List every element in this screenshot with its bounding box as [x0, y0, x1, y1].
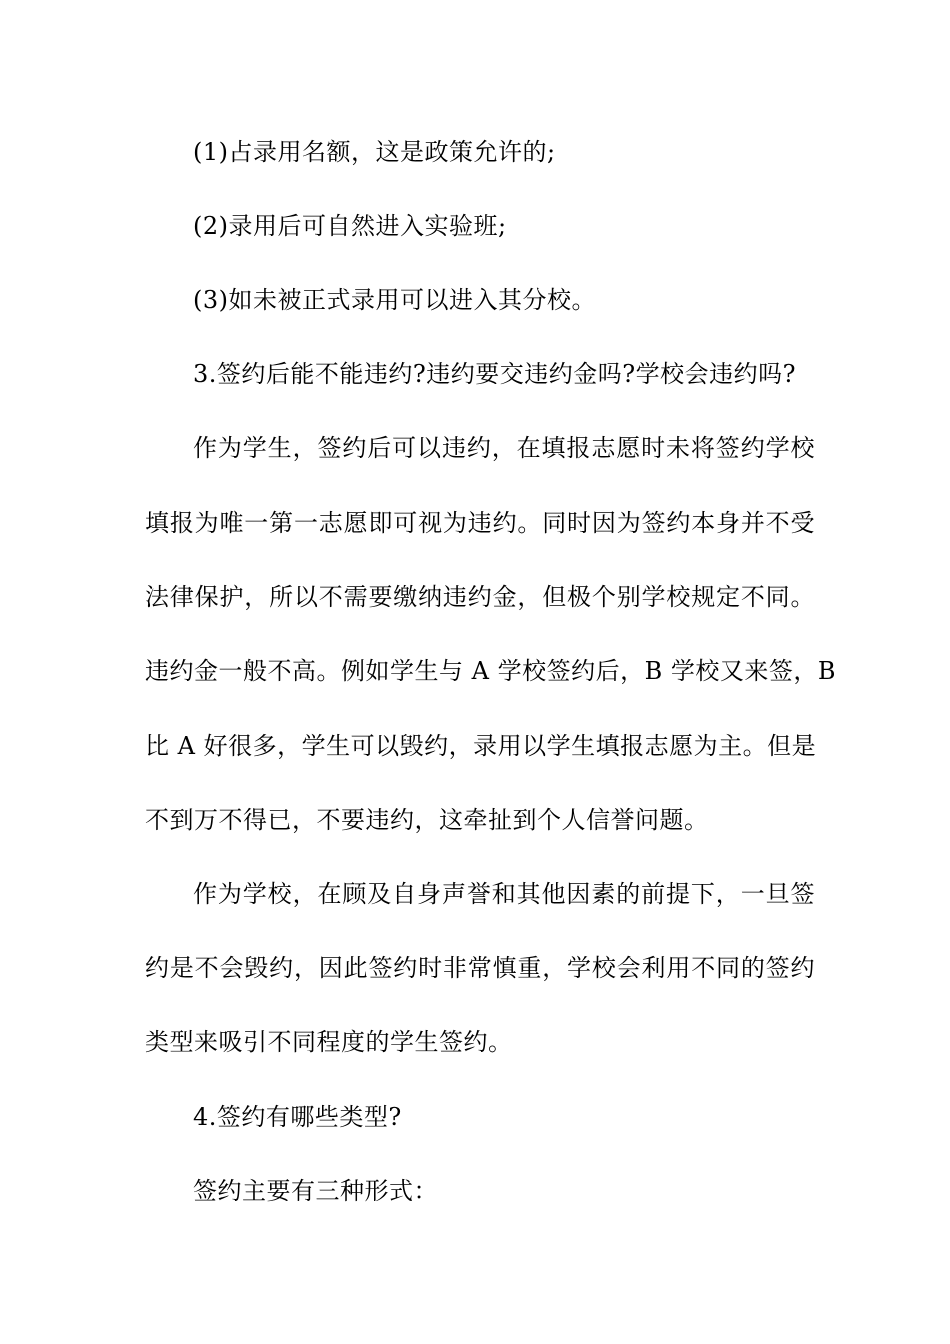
paragraph-student-line-5: 比 A 好很多，学生可以毁约，录用以学生填报志愿为主。但是	[145, 732, 817, 760]
question-3-heading: 3.签约后能不能违约?违约要交违约金吗?学校会违约吗?	[193, 360, 796, 388]
paragraph-school-line-3: 类型来吸引不同程度的学生签约。	[145, 1028, 513, 1056]
paragraph-types-intro: 签约主要有三种形式：	[193, 1177, 438, 1205]
paragraph-student-line-6: 不到万不得已，不要违约，这牵扯到个人信誉问题。	[145, 806, 709, 834]
paragraph-student-line-4: 违约金一般不高。例如学生与 A 学校签约后，B 学校又来签，B	[145, 657, 836, 685]
list-item-3: (3)如未被正式录用可以进入其分校。	[193, 286, 596, 314]
question-4-heading: 4.签约有哪些类型?	[193, 1103, 402, 1131]
paragraph-school-line-2: 约是不会毁约，因此签约时非常慎重，学校会利用不同的签约	[145, 954, 815, 982]
paragraph-student-line-1: 作为学生，签约后可以违约，在填报志愿时未将签约学校	[193, 434, 815, 462]
list-item-1: (1)占录用名额，这是政策允许的;	[193, 138, 556, 166]
paragraph-school-line-1: 作为学校，在顾及自身声誉和其他因素的前提下，一旦签	[193, 880, 815, 908]
paragraph-student-line-3: 法律保护，所以不需要缴纳违约金，但极个别学校规定不同。	[145, 583, 815, 611]
paragraph-student-line-2: 填报为唯一第一志愿即可视为违约。同时因为签约本身并不受	[145, 509, 815, 537]
list-item-2: (2)录用后可自然进入实验班;	[193, 212, 507, 240]
